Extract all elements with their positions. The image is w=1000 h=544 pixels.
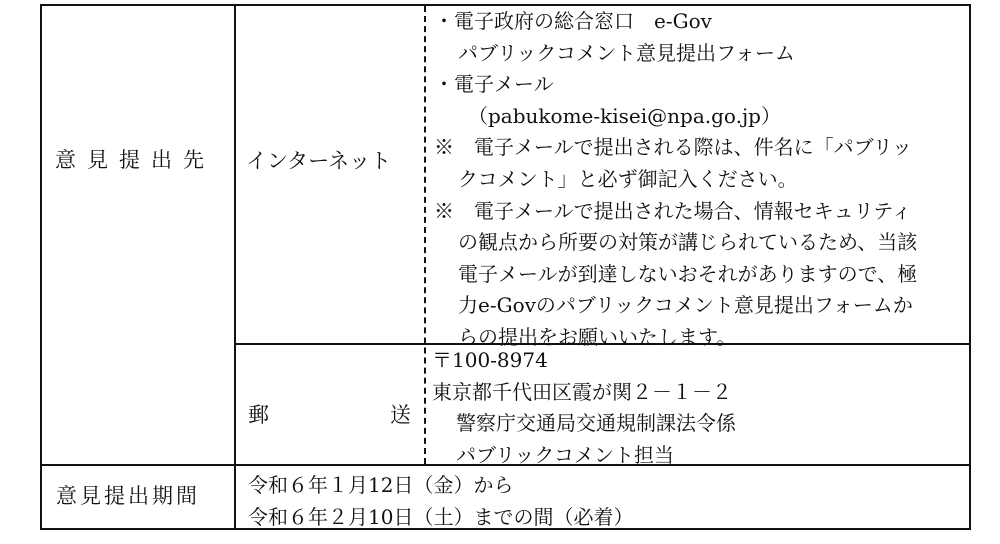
note-2-line-5: らの提出をお願いいたします。 bbox=[458, 324, 737, 349]
period-end: 令和６年２月10日（土）までの間（必着） bbox=[248, 504, 634, 529]
internet-details bbox=[434, 6, 917, 354]
note-1-line-2: クコメント」と必ず御記入ください。 bbox=[458, 166, 798, 191]
recipient-label: 意見提出先 bbox=[55, 148, 215, 172]
column-divider-left bbox=[234, 4, 236, 530]
note-2-line-2: の観点から所要の対策が講じられているため、当該 bbox=[458, 230, 918, 255]
egov-item: ・電子政府の総合窓口 e-Gov bbox=[434, 9, 712, 33]
mail-department: 警察庁交通局交通規制課法令係 bbox=[456, 411, 736, 436]
email-item: ・電子メール bbox=[434, 72, 554, 97]
mail-address: 東京都千代田区霞が関２－１－２ bbox=[432, 379, 732, 404]
mail-label-first: 郵 bbox=[248, 403, 269, 427]
period-start: 令和６年１月12日（金）から bbox=[248, 473, 514, 497]
mail-label-second: 送 bbox=[390, 403, 411, 427]
note-2-line-3: 電子メールが到達しないおそれがありますので、極 bbox=[458, 261, 918, 286]
internet-label: インターネット bbox=[246, 149, 392, 173]
mail-address-block bbox=[432, 345, 736, 471]
note-2-line-4: 力e-Govのパブリックコメント意見提出フォームか bbox=[458, 293, 913, 318]
email-address: （pabukome-kisei@npa.go.jp） bbox=[468, 103, 781, 128]
mail-contact: パブリックコメント担当 bbox=[456, 442, 674, 467]
postal-code: 〒100-8974 bbox=[432, 348, 548, 372]
note-1-line-1: ※ 電子メールで提出される際は、件名に「パブリッ bbox=[434, 135, 912, 160]
column-divider-dashed bbox=[424, 6, 426, 464]
period-details bbox=[248, 470, 633, 533]
note-2-line-1: ※ 電子メールで提出された場合、情報セキュリティ bbox=[434, 198, 912, 223]
egov-form-name: パブリックコメント意見提出フォーム bbox=[458, 40, 795, 65]
period-label: 意見提出期間 bbox=[56, 484, 200, 508]
